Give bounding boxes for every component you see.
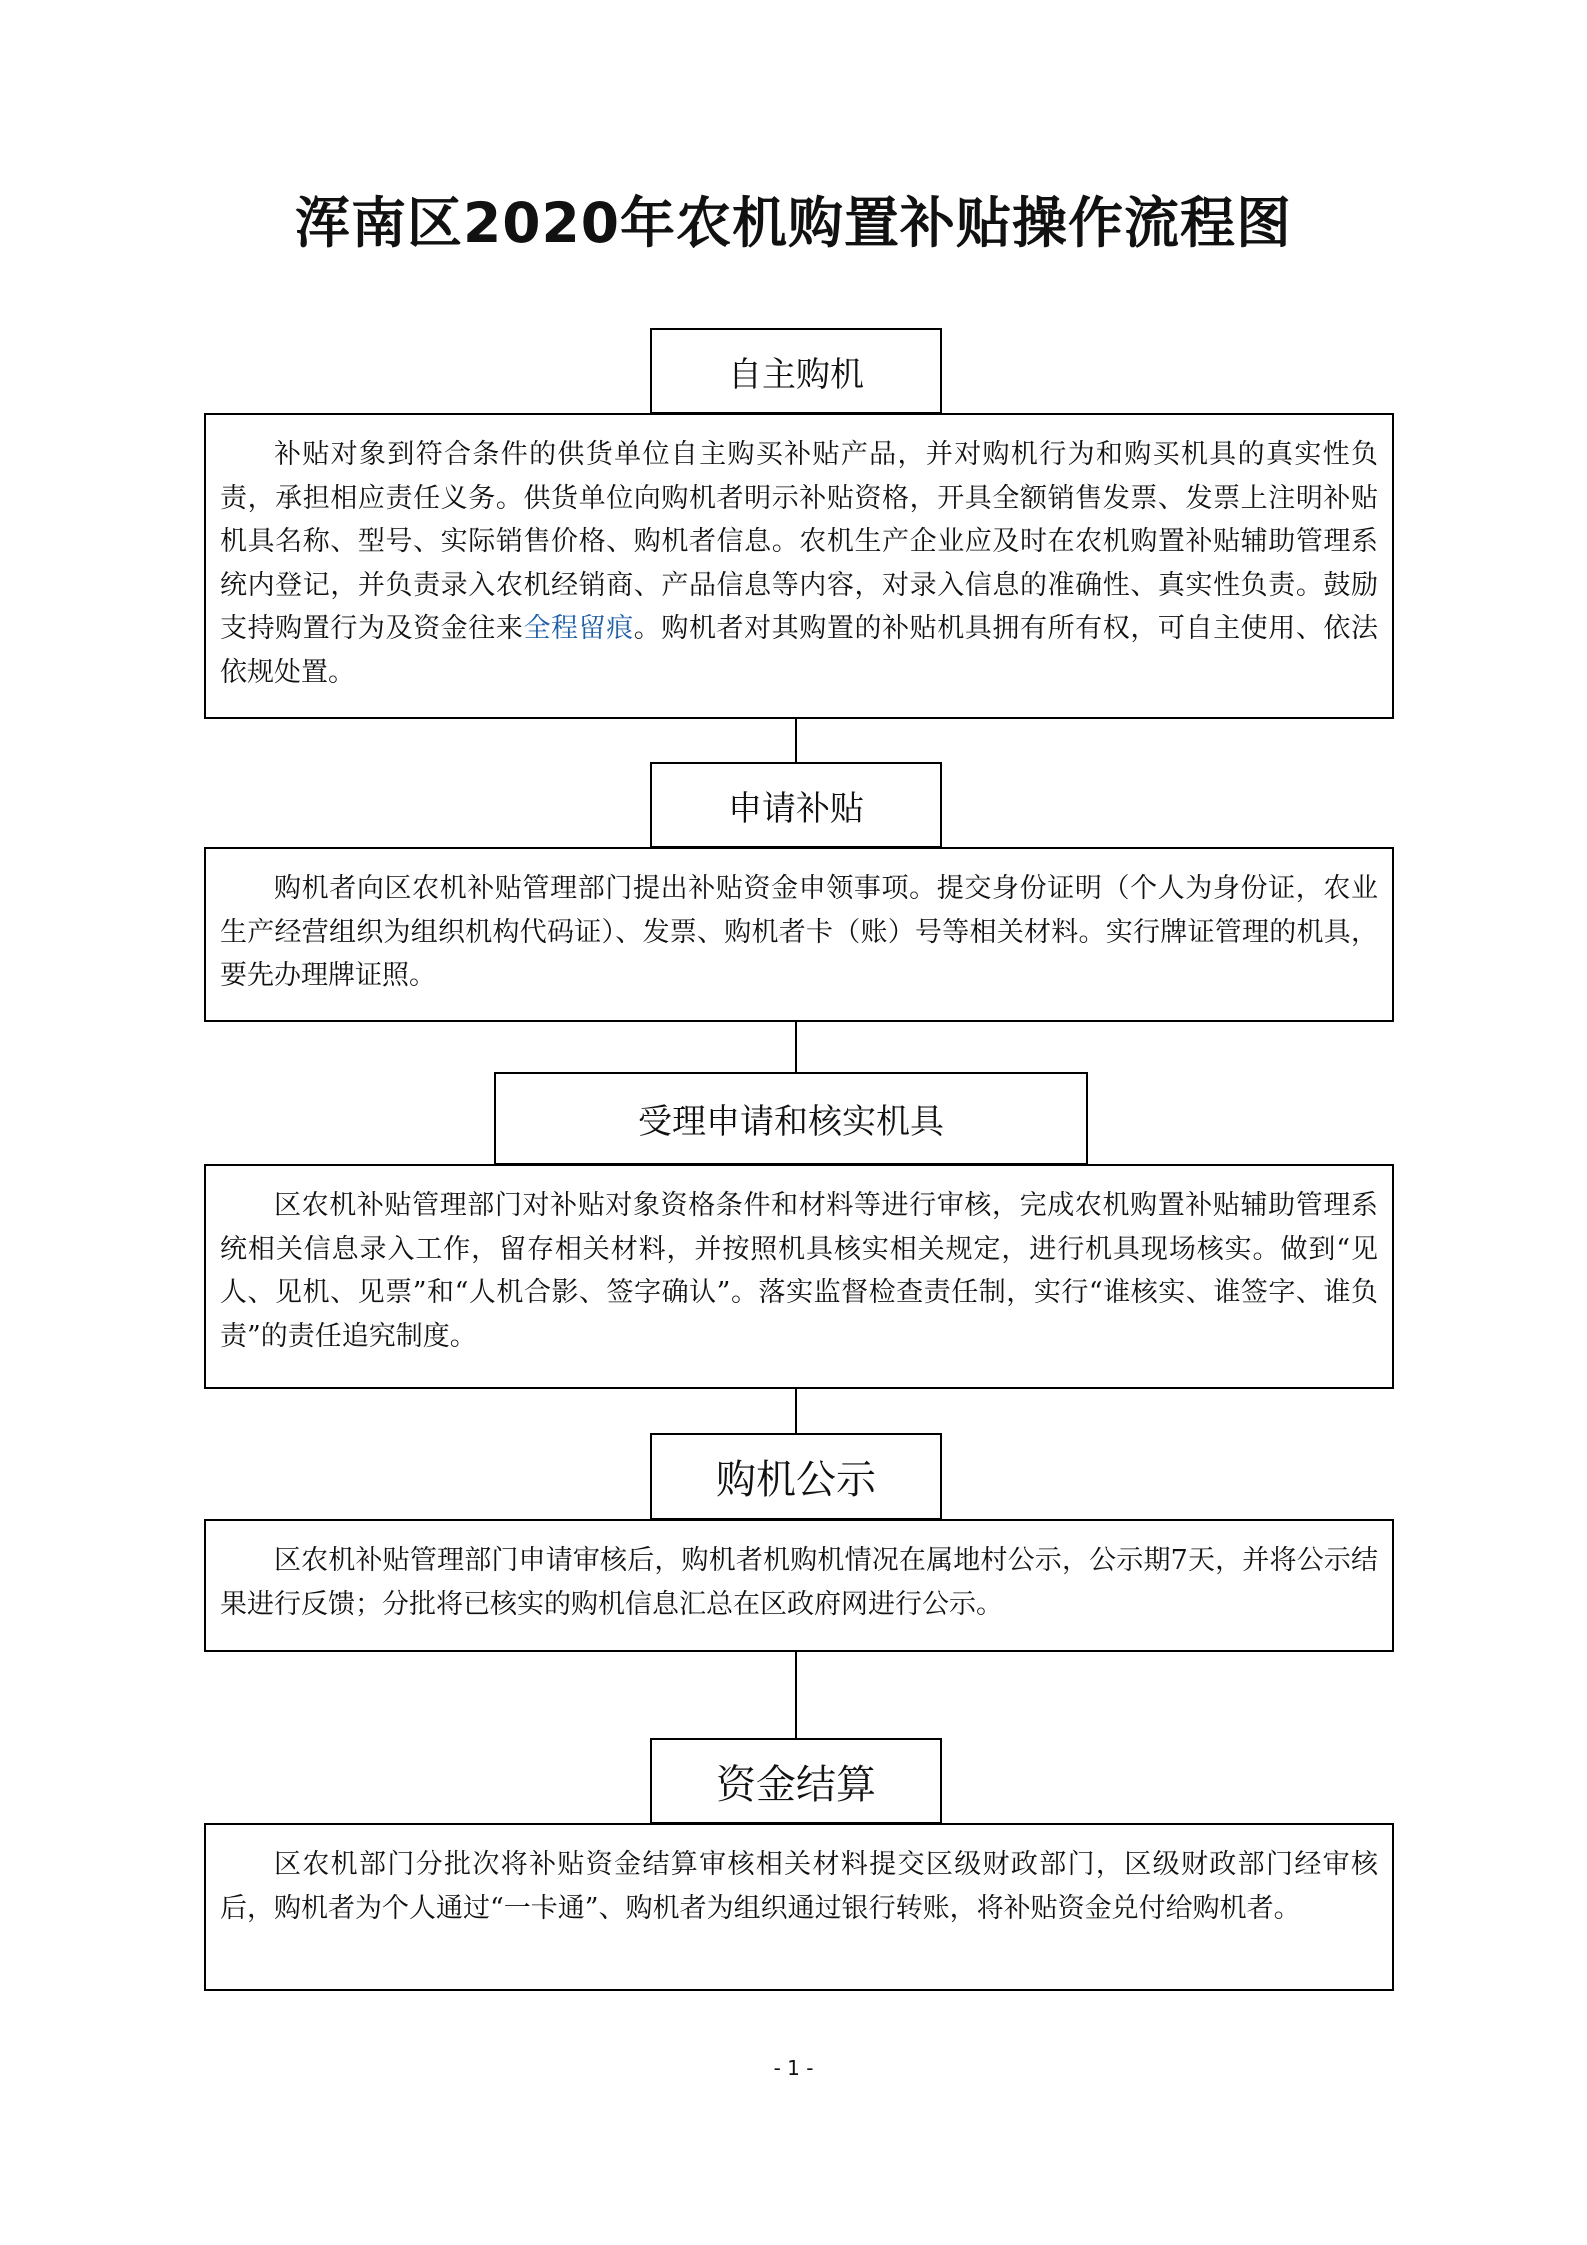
step-heading-label: 受理申请和核实机具 [638,1102,944,1142]
step-text: 区农机补贴管理部门对补贴对象资格条件和材料等进行审核，完成农机购置补贴辅助管理系统相关信息录入工作，留存相关材料，并按照机具核实相关规定，进行机具现场核实。做到“见人、见机、见票”和“人机合影、签字确认”。落实监督检查责任制，实行“谁核实、谁签字、谁负责”的责任追究制度。 [220,1190,1378,1352]
flow-connector [795,1022,797,1072]
step-body-settlement [204,1823,1394,1991]
step-heading-label: 自主购机 [728,354,864,395]
step-heading-label: 申请补贴 [728,788,864,829]
step-body-purchase [204,413,1394,719]
flow-connector [795,1652,797,1738]
step-heading-label: 购机公示 [716,1457,876,1503]
step-body-publicity [204,1519,1394,1652]
step-heading-settlement [650,1738,942,1824]
page-title: 浑南区2020年农机购置补贴操作流程图 [294,191,1293,255]
step-heading-publicity [650,1433,942,1520]
step-text: 购机者向区农机补贴管理部门提出补贴资金申领事项。提交身份证明（个人为身份证，农业生产经营组织为组织机构代码证）、发票、购机者卡（账）号等相关材料。实行牌证管理的机具，要先办理牌证照。 [220,873,1378,991]
step-body-verify [204,1164,1394,1389]
step-body-apply [204,847,1394,1022]
step-heading-apply [650,762,942,848]
step-heading-purchase [650,328,942,414]
step-text: 补贴对象到符合条件的供货单位自主购买补贴产品，并对购机行为和购买机具的真实性负责，承担相应责任义务。供货单位向购机者明示补贴资格，开具全额销售发票、发票上注明补贴机具名称、型号、实际销售价格、购机者信息。农机生产企业应及时在农机购置补贴辅助管理系统内登记，并负责录入农机经销商、产品信息等内容，对录入信息的准确性、真实性负责。鼓励支持购置行为及资金往来全程留痕。购机者对其购置的补贴机具拥有所有权，可自主使用、依法依规处置。 [220,439,1379,688]
step-text: 区农机补贴管理部门申请审核后，购机者机购机情况在属地村公示，公示期7天，并将公示结果进行反馈；分批将已核实的购机信息汇总在区政府网进行公示。 [220,1545,1378,1620]
step-heading-verify [494,1072,1088,1165]
flow-connector [795,719,797,762]
link-text: 全程留痕 [523,613,634,644]
flow-connector [795,1389,797,1433]
step-heading-label: 资金结算 [716,1761,876,1808]
step-text: 区农机部门分批次将补贴资金结算审核相关材料提交区级财政部门，区级财政部门经审核后，购机者为个人通过“一卡通”、购机者为组织通过银行转账，将补贴资金兑付给购机者。 [220,1849,1378,1924]
page-number: - 1 - [773,2056,814,2080]
